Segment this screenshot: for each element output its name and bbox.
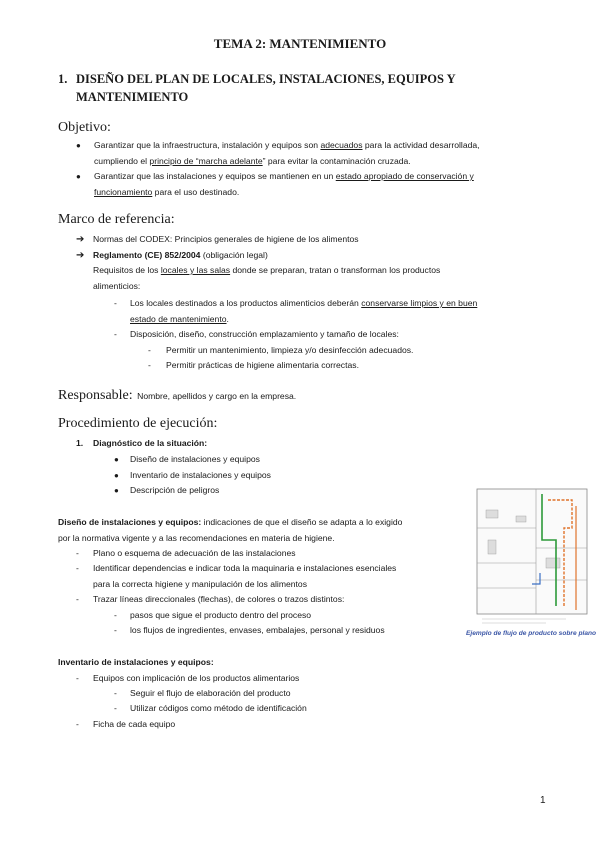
arrow-icon: ➔ xyxy=(76,250,85,261)
figure-caption: Ejemplo de flujo de producto sobre plano xyxy=(466,630,597,637)
objetivo-item-2: Garantizar que las instalaciones y equipos se mantienen en un estado apropiado de conservación y funcionamiento para el uso destinado. xyxy=(94,171,474,197)
dash-icon: - xyxy=(114,610,117,620)
dash-icon: - xyxy=(76,719,79,729)
inventario-heading: Inventario de instalaciones y equipos: xyxy=(58,657,214,667)
diseno-item-1: Plano o esquema de adecuación de las instalaciones xyxy=(93,548,296,558)
dash-icon: - xyxy=(114,298,117,308)
bullet-icon: ● xyxy=(114,471,119,480)
plan-equipment xyxy=(546,558,560,568)
diseno-sub-2: los flujos de ingredientes, envases, embalajes, personal y residuos xyxy=(130,625,385,635)
procedimiento-item: Descripción de peligros xyxy=(130,485,220,495)
responsable-line xyxy=(58,386,296,405)
floor-plan-figure xyxy=(476,488,588,628)
page-title: TEMA 2: MANTENIMIENTO xyxy=(213,36,387,51)
dash-icon: - xyxy=(114,625,117,635)
requisitos-text: Requisitos de los locales y las salas donde se preparan, tratan o transforman los productos alimenticios: xyxy=(93,265,441,291)
inventario-sub-1: Seguir el flujo de elaboración del producto xyxy=(130,688,291,698)
objetivo-heading: Objetivo: xyxy=(58,120,111,135)
marco-item-1: Normas del CODEX: Principios generales de higiene de los alimentos xyxy=(93,234,359,244)
dash-icon: - xyxy=(76,673,79,683)
dash-icon: - xyxy=(114,703,117,713)
marco-heading: Marco de referencia: xyxy=(58,212,175,227)
arrow-icon: ➔ xyxy=(76,234,85,245)
diseno-item-2: Identificar dependencias e indicar toda la maquinaria e instalaciones esenciales para la correcta higiene y manipulación de los alimentos xyxy=(93,563,397,589)
dash-icon: - xyxy=(114,329,117,339)
inventario-sub-2: Utilizar códigos como método de identificación xyxy=(130,703,307,713)
inventario-item-1: Equipos con implicación de los productos alimentarios xyxy=(93,673,300,683)
bullet-icon: ● xyxy=(76,172,81,181)
dash-icon: - xyxy=(76,594,79,604)
step-title: Diagnóstico de la situación: xyxy=(93,438,208,448)
bullet-icon: ● xyxy=(114,455,119,464)
marco-sub-2a: Permitir un mantenimiento, limpieza y/o desinfección adecuados. xyxy=(166,345,414,355)
dash-icon: - xyxy=(148,345,151,355)
responsable-text: Nombre, apellidos y cargo en la empresa. xyxy=(137,391,297,401)
section-number: 1. xyxy=(58,72,68,86)
diseno-intro: Diseño de instalaciones y equipos: indicaciones de que el diseño se adapta a lo exigido por la normativa vigente y a las recomendaciones en materia de higiene. xyxy=(58,517,403,543)
plan-equipment xyxy=(486,510,498,518)
marco-item-2: Reglamento (CE) 852/2004 (obligación legal) xyxy=(93,250,268,260)
plan-equipment xyxy=(488,540,496,554)
marco-sub-2: Disposición, diseño, construcción emplazamiento y tamaño de locales: xyxy=(130,329,399,339)
section-heading xyxy=(58,70,496,106)
objetivo-item-1: Garantizar que la infraestructura, instalación y equipos son adecuados para la actividad desarrollada, cumpliendo el principio de “marcha adelante” para evitar la contaminación cruzada. xyxy=(94,140,480,166)
bullet-icon: ● xyxy=(76,141,81,150)
page-number: 1 xyxy=(540,795,546,806)
plan-equipment xyxy=(516,516,526,522)
diseno-sub-1: pasos que sigue el producto dentro del proceso xyxy=(130,610,312,620)
bullet-icon: ● xyxy=(114,486,119,495)
marco-sub-1: Los locales destinados a los productos alimenticios deberán conservarse limpios y en buen estado de mantenimiento. xyxy=(130,298,478,324)
dash-icon: - xyxy=(76,548,79,558)
inventario-item-2: Ficha de cada equipo xyxy=(93,719,176,729)
diseno-item-3: Trazar líneas direccionales (flechas), de colores o trazos distintos: xyxy=(93,594,345,604)
marco-sub-2b: Permitir prácticas de higiene alimentaria correctas. xyxy=(166,360,359,370)
responsable-heading: Responsable: xyxy=(58,388,133,403)
section-heading-line1: DISEÑO DEL PLAN DE LOCALES, INSTALACIONES, EQUIPOS Y xyxy=(76,72,456,86)
dash-icon: - xyxy=(76,563,79,573)
dash-icon: - xyxy=(148,360,151,370)
procedimiento-item: Inventario de instalaciones y equipos xyxy=(130,470,271,480)
dash-icon: - xyxy=(114,688,117,698)
procedimiento-item: Diseño de instalaciones y equipos xyxy=(130,454,260,464)
step-number: 1. xyxy=(76,438,84,448)
procedimiento-heading: Procedimiento de ejecución: xyxy=(58,416,218,431)
section-heading-line2: MANTENIMIENTO xyxy=(76,90,189,104)
